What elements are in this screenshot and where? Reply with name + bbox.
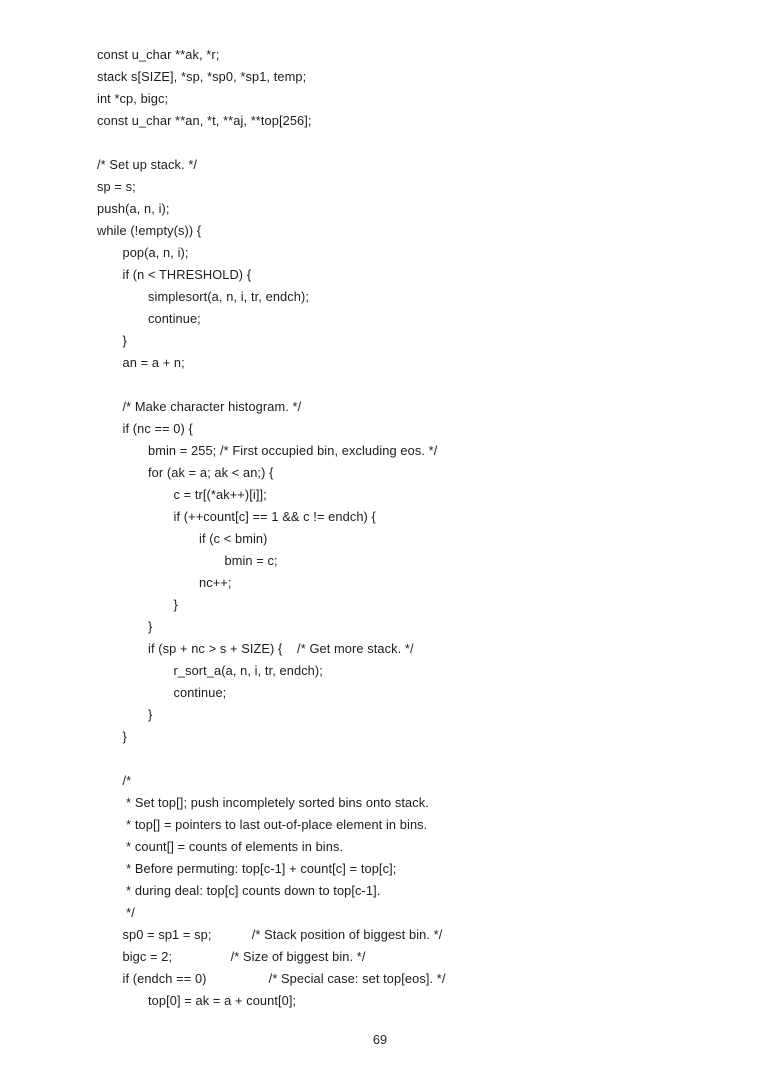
code-line: push(a, n, i);	[97, 201, 170, 216]
code-line: c = tr[(*ak++)[i]];	[173, 487, 267, 502]
code-line: sp0 = sp1 = sp; /* Stack position of biggest bin. */	[122, 927, 443, 942]
code-line: /* Make character histogram. */	[122, 399, 302, 414]
code-line: continue;	[173, 685, 227, 700]
code-line: if (sp + nc > s + SIZE) { /* Get more stack. */	[148, 641, 414, 656]
page-number: 69	[372, 1032, 388, 1047]
code-line: }	[148, 619, 153, 634]
code-line: sp = s;	[97, 179, 136, 194]
code-line: }	[122, 333, 127, 348]
code-line: if (nc == 0) {	[122, 421, 193, 436]
code-line	[0, 132, 760, 154]
code-line: /*	[122, 773, 132, 788]
code-line: if (++count[c] == 1 && c != endch) {	[173, 509, 376, 524]
code-line: r_sort_a(a, n, i, tr, endch);	[173, 663, 323, 678]
code-line: while (!empty(s)) {	[97, 223, 202, 238]
code-line: bigc = 2; /* Size of biggest bin. */	[122, 949, 366, 964]
code-line: simplesort(a, n, i, tr, endch);	[148, 289, 309, 304]
code-line	[0, 374, 760, 396]
code-line: * count[] = counts of elements in bins.	[122, 839, 344, 854]
code-line: * Set top[]; push incompletely sorted bins onto stack.	[122, 795, 429, 810]
code-line	[0, 748, 760, 770]
code-line: const u_char **an, *t, **aj, **top[256];	[97, 113, 312, 128]
code-line: if (endch == 0) /* Special case: set top[eos]. */	[122, 971, 446, 986]
code-line: }	[148, 707, 153, 722]
code-block	[0, 44, 760, 1012]
code-line: if (n < THRESHOLD) {	[122, 267, 252, 282]
code-line: pop(a, n, i);	[122, 245, 189, 260]
code-line: int *cp, bigc;	[97, 91, 169, 106]
code-line: /* Set up stack. */	[97, 157, 198, 172]
code-line: nc++;	[199, 575, 232, 590]
code-line: if (c < bmin)	[199, 531, 268, 546]
code-line: an = a + n;	[122, 355, 185, 370]
code-line: }	[122, 729, 127, 744]
code-line: */	[122, 905, 135, 920]
code-line: * Before permuting: top[c-1] + count[c] = top[c];	[122, 861, 397, 876]
code-line: }	[173, 597, 178, 612]
code-line: * top[] = pointers to last out-of-place element in bins.	[122, 817, 428, 832]
code-line: for (ak = a; ak < an;) {	[148, 465, 274, 480]
code-line: bmin = 255; /* First occupied bin, excluding eos. */	[148, 443, 438, 458]
code-line: bmin = c;	[224, 553, 278, 568]
code-line: top[0] = ak = a + count[0];	[148, 993, 297, 1008]
code-line: const u_char **ak, *r;	[97, 47, 220, 62]
code-line: stack s[SIZE], *sp, *sp0, *sp1, temp;	[97, 69, 307, 84]
code-line: * during deal: top[c] counts down to top[c-1].	[122, 883, 381, 898]
code-line: continue;	[148, 311, 201, 326]
